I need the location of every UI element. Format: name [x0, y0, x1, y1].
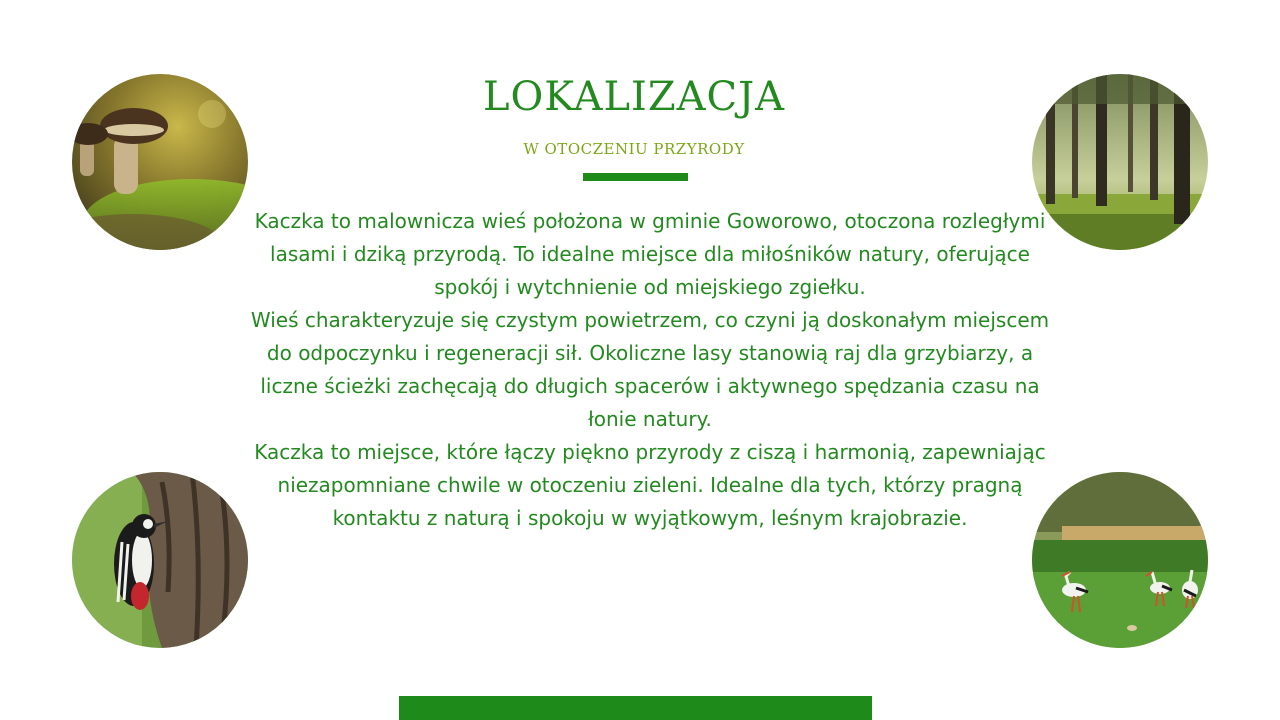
storks-photo [1032, 472, 1208, 648]
woodpecker-photo [72, 472, 248, 648]
forest-image [1032, 74, 1208, 250]
bottom-bar [399, 696, 872, 720]
slide-subtitle: W OTOCZENIU PRZYRODY [523, 140, 745, 158]
mushroom-image [72, 74, 248, 250]
paragraph-nature: Wieś charakteryzuje się czystym powietrzem, co czyni ją doskonałym miejscem do odpoczynku i regeneracji sił. Okoliczne lasy stanowią raj dla grzybiarzy, a liczne ścieżki zachęcają do długich spacerów i aktywnego spędzania czasu na łonie natury. [250, 308, 1050, 431]
forest-photo [1032, 74, 1208, 250]
description-text [250, 205, 1050, 535]
mushroom-photo [72, 74, 248, 250]
woodpecker-image [72, 472, 248, 648]
slide-title: LOKALIZACJA [482, 74, 786, 120]
title-underline [583, 173, 688, 181]
paragraph-intro: Kaczka to malownicza wieś położona w gminie Goworowo, otoczona rozległymi lasami i dziką przyrodą. To idealne miejsce dla miłośników natury, oferujące spokój i wytchnienie od miejskiego zgiełku. [254, 209, 1046, 299]
storks-image [1032, 472, 1208, 648]
paragraph-summary: Kaczka to miejsce, które łączy piękno przyrody z ciszą i harmonią, zapewniając niezapomniane chwile w otoczeniu zieleni. Idealne dla tych, którzy pragną kontaktu z naturą i spokoju w wyjątkowym, leśnym krajobrazie. [254, 440, 1046, 530]
